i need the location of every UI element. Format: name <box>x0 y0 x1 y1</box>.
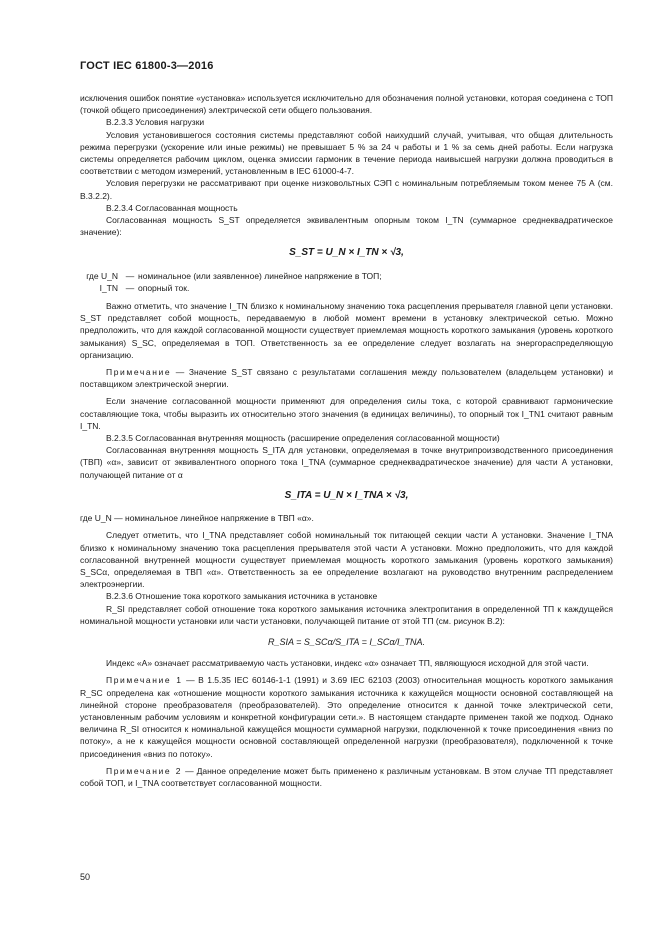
note <box>80 765 613 789</box>
paragraph: Согласованная мощность S_ST определяется эквивалентным опорным током I_TN (суммарное среднеквадратическое значение): <box>80 215 613 238</box>
note-text: — Значение S_ST связано с результатами соглашения между пользователем (владельцем установки) и поставщиком электрической энергии. <box>80 367 613 390</box>
note-label: Примечание 2 <box>106 765 183 776</box>
note-label: Примечание <box>106 367 172 378</box>
paragraph: Согласованная внутренняя мощность S_ITA для установки, определяемая в точке внутрипроизводственного присоединения (ТВП) «α», зависит от эквивалентного опорного тока I_TNA (суммарное среднеквадратическое значение) для части А установки, получающей питание от α <box>80 445 613 480</box>
paragraph: где U_N — номинальное линейное напряжение в ТВП «α». <box>80 513 314 524</box>
section-title: B.2.3.3 Условия нагрузки <box>106 117 205 128</box>
paragraph: исключения ошибок понятие «установка» используется исключительно для обозначения полной установки, которая соединена с ТОП (точкой общего присоединения) электрической сети общего пользования. <box>80 93 613 116</box>
document-header: ГОСТ IEC 61800-3—2016 <box>80 60 214 72</box>
section-title: B.2.3.4 Согласованная мощность <box>106 202 238 213</box>
formula: S_ST = U_N × I_TN × √3, <box>289 247 404 259</box>
definition-text: номинальное (или заявленное) линейное напряжение в ТОП; <box>138 270 382 281</box>
note <box>80 366 613 390</box>
definition-symbol: I_TN <box>99 282 118 293</box>
formula: S_ITA = U_N × I_TNA × √3, <box>284 489 409 501</box>
paragraph: Индекс «А» означает рассматриваемую часть установки, индекс «α» означает ТП, являющуюся исходной для этой части. <box>106 658 589 669</box>
section-title: B.2.3.6 Отношение тока короткого замыкания источника в установке <box>106 591 378 602</box>
page-body <box>80 92 613 789</box>
definitions: где U_N — номинальное (или заявленное) линейное напряжение в ТОП; I_TN — опорный ток. <box>80 270 613 294</box>
note-label: Примечание 1 <box>106 675 183 686</box>
paragraph: Условия перегрузки не рассматривают при оценке низковольтных СЭП с номинальным потребляемым током менее 75 А (см. B.3.2.2). <box>80 178 613 201</box>
paragraph: R_SI представляет собой отношение тока короткого замыкания источника электропитания в определенной ТП к каждущейся номинальной мощности установки или части установки, получающей питание от этой ТП (см. рисунок B.2): <box>80 603 613 626</box>
paragraph: Важно отметить, что значение I_TN близко к номинальному значению тока расцепления прерывателя главной цепи установки. S_ST представляет собой мощность, передаваемую в любой момент времени в установку электрической сетью. Можно предположить, что для каждой согласованной мощности существует приемлемая мощность короткого замыкания (уровень короткого замыкания) S_SC, определяемая в ТОП. Ответственность за ее определение следует возлагать на энергораспределяющую организацию. <box>80 301 613 360</box>
note-text: — В 1.5.35 IEC 60146-1-1 (1991) и 3.69 IEC 62103 (2003) относительная мощность короткого замыкания R_SC определена как «отношение мощности короткого замыкания источника к кажущейся мощности основной составляющей на линейной стороне преобразователя (преобразователей). Это определение относится к данной точке электрической сети, установленным рабочим условиям и конкретной конфигурации сети.». В настоящем стандарте применен такой же подход. Однако величина R_SI относится к номинальной кажущейся мощности суммарной нагрузки, подключенной к точке присоединения «вниз по потоку», а не к кажущейся мощности основной составляющей определенной нагрузки (преобразователя), подключенной к точке присоединения «вниз по потоку». <box>80 675 613 759</box>
note <box>80 674 613 759</box>
section-title: B.2.3.5 Согласованная внутренняя мощность (расширение определения согласованной мощности) <box>106 433 500 444</box>
definition-symbol: где U_N <box>86 270 118 281</box>
formula: R_SIA = S_SCα/S_ITA = I_SCα/I_TNA. <box>268 636 425 647</box>
page-number: 50 <box>80 872 91 882</box>
definition-text: опорный ток. <box>138 282 190 293</box>
paragraph: Следует отметить, что I_TNA представляет собой номинальный ток питающей секции части А установки. Значение I_TNA близко к номинальному значению тока расцепления прерывателя этой части А установки. Можно предположить, что для каждой согласованной внутренней мощности существует приемлемая мощность короткого замыкания (уровень короткого замыкания) S_SCα, определяемая в ТВП «α». Ответственность за ее определение возлагают на руководство внутренним распределением электроэнергии. <box>80 530 613 590</box>
paragraph: Условия установившегося состояния системы представляют собой наихудший случай, учитывая, что общая длительность режима перегрузки (ускорение или иные режимы) не превышает 5 % за 24 ч работы и 1 % за семь дней работы. Если нагрузка системы определяется рабочим циклом, оценка эмиссии гармоник в течение периода наивысшей нагрузки должна проводиться в соответствии с методом измерений, установленным в IEC 61000-4-7. <box>80 129 613 177</box>
note-text: — Данное определение может быть применено к различным установкам. В этом случае ТП представляет собой ТОП, и I_TNA соответствует согласованной мощности. <box>80 765 613 788</box>
paragraph: Если значение согласованной мощности применяют для определения силы тока, с которой сравнивают гармонические составляющие тока, чтобы выразить их относительно этого значения (в единицах величины), то опорный ток I_TN1 считают равным I_TN. <box>80 396 613 431</box>
